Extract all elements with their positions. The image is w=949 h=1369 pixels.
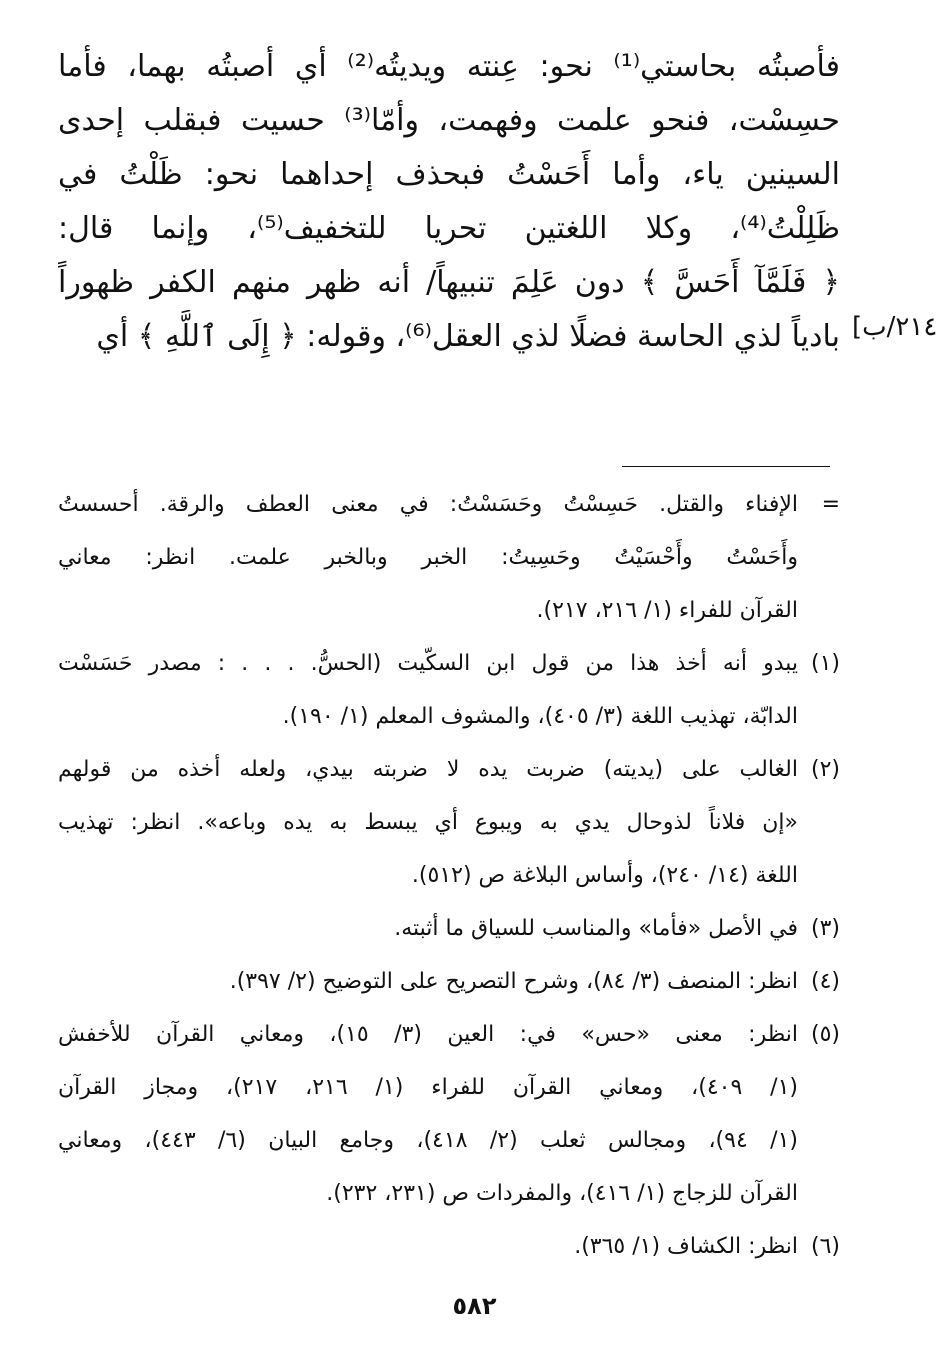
- footnote-line: انظر: المنصف (٣/ ٨٤)، وشرح التصريح على التوضيح (٢/ ٣٩٧).: [229, 969, 798, 994]
- continuation-mark: =: [821, 492, 840, 517]
- main-text-line: ﴿ فَلَمَّآ أَحَسَّ ﴾ دون عَلِمَ تنبيهاً/ أنه ظهر منهم الكفر ظهوراً: [58, 265, 840, 300]
- footnote-2: [58, 743, 840, 902]
- footnote-6: [58, 1220, 840, 1273]
- footnote-4: [58, 955, 840, 1008]
- main-text-line: بادياً لذي الحاسة فضلًا لذي العقل⁽⁶⁾، وقوله: ﴿ إِلَى ٱللَّهِ ﴾ أي: [96, 319, 840, 354]
- footnote-number: (١): [810, 651, 840, 676]
- footnote-line: القرآن للزجاج (١/ ٤١٦)، والمفردات ص (٢٣١، ٢٣٢).: [326, 1181, 798, 1206]
- footnote-number: (٢): [810, 757, 840, 782]
- main-text-line: حسِسْت، فنحو علمت وفهمت، وأمّا⁽³⁾ حسيت فبقلب إحدى: [58, 103, 840, 138]
- footnote-line: انظر: الكشاف (١/ ٣٦٥).: [574, 1234, 798, 1259]
- main-text-line: ظَلِلْتُ⁽⁴⁾، وكلا اللغتين تحريا للتخفيف⁽⁵⁾، وإنما قال:: [58, 211, 840, 246]
- footnote-separator: [622, 466, 830, 467]
- footnote-line: الغالب على (يديته) ضربت يده لا ضربته بيدي، ولعله أخذه من قولهم: [58, 757, 798, 782]
- footnote-line: (١/ ٤٠٩)، ومعاني القرآن للفراء (١/ ٢١٦، ٢١٧)، ومجاز القرآن: [58, 1075, 798, 1100]
- footnote-line: اللغة (١٤/ ٢٤٠)، وأساس البلاغة ص (٥١٢).: [411, 863, 798, 888]
- footnote-line: الدابّة، تهذيب اللغة (٣/ ٤٠٥)، والمشوف المعلم (١/ ١٩٠).: [282, 704, 798, 729]
- footnote-1: [58, 637, 840, 743]
- footnote-line: «إن فلاناً لذوحال يدي به ويبوع أي يبسط به يده وباعه». انظر: تهذيب: [58, 810, 798, 835]
- main-text-line: فأصبتُه بحاستي⁽¹⁾ نحو: عِنته ويديتُه⁽²⁾ أي أصبتُه بهما، فأما: [58, 49, 840, 84]
- footnote-line: يبدو أنه أخذ هذا من قول ابن السكّيت (الحسُّ. . . . : مصدر حَسَسْت: [58, 651, 798, 676]
- footnotes-block: [58, 478, 840, 1273]
- footnote-5: [58, 1008, 840, 1220]
- main-text-block: [58, 40, 840, 364]
- footnote-number: (٦): [810, 1234, 840, 1259]
- footnote-3: [58, 902, 840, 955]
- footnote-number: (٣): [810, 916, 840, 941]
- footnote-number: (٤): [810, 969, 840, 994]
- footnote-line: وأَحَسْتُ وأَحْسَيْتُ وحَسِيتُ: الخبر وبالخبر علمت. انظر: معاني: [58, 545, 798, 570]
- footnote-line: (١/ ٩٤)، ومجالس ثعلب (٢/ ٤١٨)، وجامع البيان (٦/ ٤٤٣)، ومعاني: [58, 1128, 798, 1153]
- footnote-line: انظر: معنى «حس» في: العين (٣/ ١٥)، ومعاني القرآن للأخفش: [58, 1022, 798, 1047]
- footnote-number: (٥): [810, 1022, 840, 1047]
- footnote-line: في الأصل «فأما» والمناسب للسياق ما أثبته.: [394, 916, 798, 941]
- footnote-line: القرآن للفراء (١/ ٢١٦، ٢١٧).: [536, 598, 798, 623]
- manuscript-folio-marker: ٢١٤/ب]: [852, 312, 938, 342]
- footnote-line: الإفناء والقتل. حَسِسْتُ وحَسَسْتُ: في معنى العطف والرقة. أحسستُ: [58, 492, 798, 517]
- footnote-continuation: [58, 478, 840, 637]
- page-number: ٥٨٢: [452, 1292, 497, 1320]
- main-text-line: السينين ياء، وأما أَحَسْتُ فبحذف إحداهما نحو: ظَلْتُ في: [58, 157, 840, 192]
